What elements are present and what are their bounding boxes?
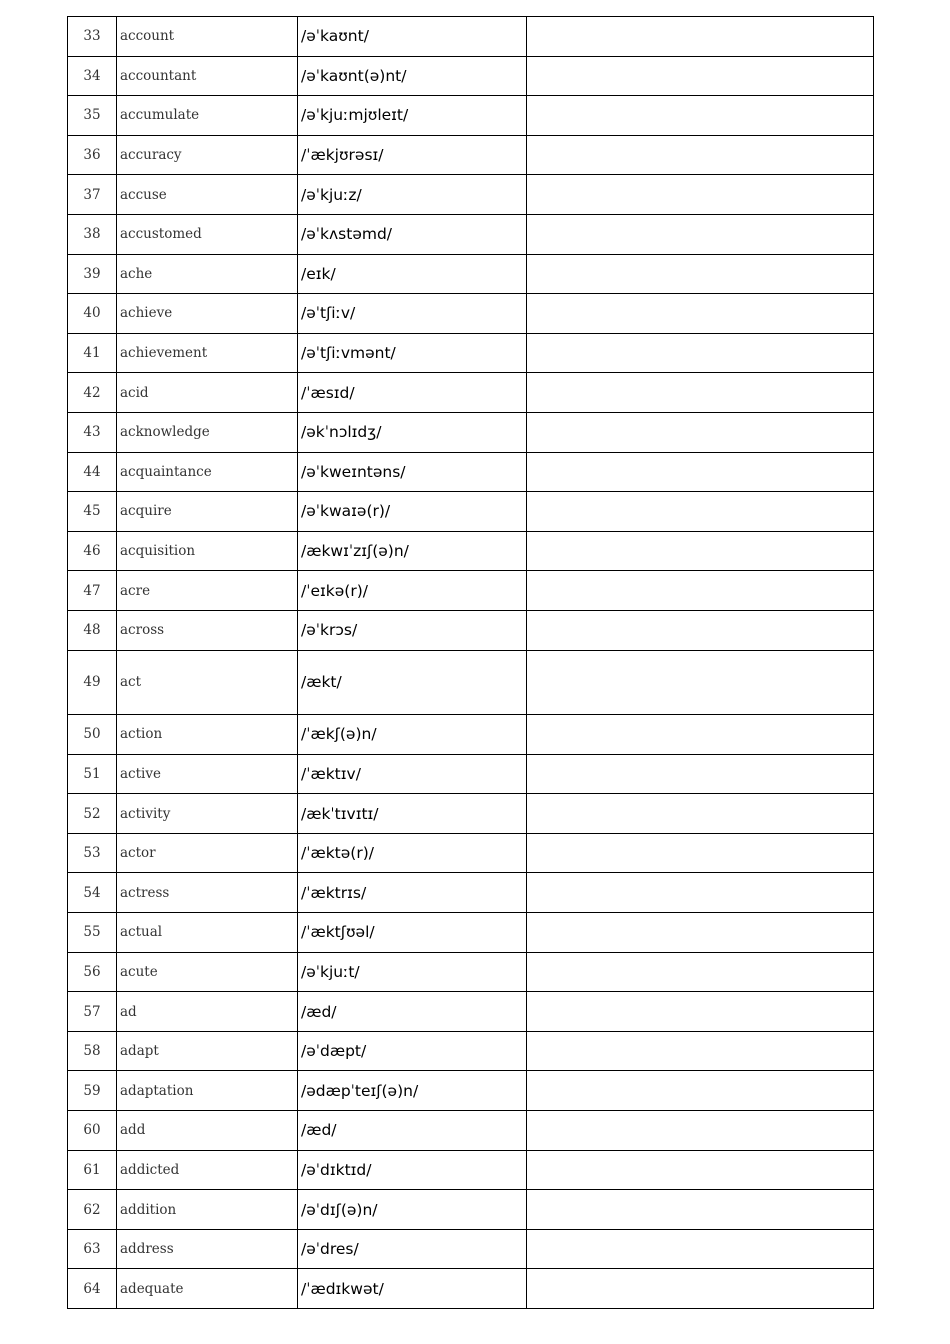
phonetic-cell: /əˈkwaɪə(r)/ <box>298 492 527 532</box>
table-row <box>68 794 874 834</box>
note-cell <box>527 254 874 294</box>
phonetic-cell: /əˈkjuːz/ <box>298 175 527 215</box>
row-number-cell: 37 <box>68 175 117 215</box>
word-cell: actor <box>117 833 298 873</box>
phonetic-cell: /əˈtʃiːvmənt/ <box>298 333 527 373</box>
word-cell: activity <box>117 794 298 834</box>
phonetic-cell: /ækt/ <box>298 650 527 715</box>
table-row <box>68 1229 874 1269</box>
note-cell <box>527 175 874 215</box>
note-cell <box>527 715 874 755</box>
word-cell: actual <box>117 913 298 953</box>
word-cell: acquire <box>117 492 298 532</box>
row-number-cell: 50 <box>68 715 117 755</box>
row-number-cell: 34 <box>68 56 117 96</box>
phonetic-cell: /eɪk/ <box>298 254 527 294</box>
table-row <box>68 1031 874 1071</box>
row-number-cell: 39 <box>68 254 117 294</box>
row-number-cell: 47 <box>68 571 117 611</box>
word-cell: active <box>117 754 298 794</box>
table-row <box>68 952 874 992</box>
row-number-cell: 64 <box>68 1269 117 1309</box>
row-number-cell: 60 <box>68 1111 117 1151</box>
phonetic-cell: /əˈtʃiːv/ <box>298 294 527 334</box>
row-number-cell: 56 <box>68 952 117 992</box>
note-cell <box>527 650 874 715</box>
row-number-cell: 54 <box>68 873 117 913</box>
note-cell <box>527 794 874 834</box>
phonetic-cell: /əkˈnɔlɪdʒ/ <box>298 412 527 452</box>
phonetic-cell: /əˈdres/ <box>298 1229 527 1269</box>
note-cell <box>527 56 874 96</box>
note-cell <box>527 754 874 794</box>
table-row <box>68 1071 874 1111</box>
word-cell: acquaintance <box>117 452 298 492</box>
note-cell <box>527 1150 874 1190</box>
note-cell <box>527 452 874 492</box>
table-row <box>68 1190 874 1230</box>
word-cell: addicted <box>117 1150 298 1190</box>
row-number-cell: 43 <box>68 412 117 452</box>
table-row <box>68 1269 874 1309</box>
row-number-cell: 59 <box>68 1071 117 1111</box>
note-cell <box>527 333 874 373</box>
table-row <box>68 571 874 611</box>
table-row <box>68 452 874 492</box>
table-row <box>68 56 874 96</box>
row-number-cell: 44 <box>68 452 117 492</box>
phonetic-cell: /əˈdæpt/ <box>298 1031 527 1071</box>
row-number-cell: 36 <box>68 135 117 175</box>
phonetic-cell: /əˈkweɪntəns/ <box>298 452 527 492</box>
word-cell: acid <box>117 373 298 413</box>
table-row <box>68 294 874 334</box>
table-row <box>68 175 874 215</box>
row-number-cell: 46 <box>68 531 117 571</box>
phonetic-cell: /ˈæktrɪs/ <box>298 873 527 913</box>
table-row <box>68 373 874 413</box>
word-cell: accountant <box>117 56 298 96</box>
word-cell: acquisition <box>117 531 298 571</box>
word-cell: across <box>117 610 298 650</box>
note-cell <box>527 913 874 953</box>
note-cell <box>527 1071 874 1111</box>
word-cell: add <box>117 1111 298 1151</box>
row-number-cell: 61 <box>68 1150 117 1190</box>
table-row <box>68 412 874 452</box>
phonetic-cell: /ˈækʃ(ə)n/ <box>298 715 527 755</box>
note-cell <box>527 17 874 57</box>
row-number-cell: 35 <box>68 96 117 136</box>
table-row <box>68 531 874 571</box>
table-row <box>68 17 874 57</box>
row-number-cell: 40 <box>68 294 117 334</box>
word-cell: accumulate <box>117 96 298 136</box>
vocabulary-table <box>67 16 874 1309</box>
table-row <box>68 1111 874 1151</box>
word-cell: accuracy <box>117 135 298 175</box>
row-number-cell: 58 <box>68 1031 117 1071</box>
note-cell <box>527 412 874 452</box>
note-cell <box>527 1269 874 1309</box>
note-cell <box>527 873 874 913</box>
table-row <box>68 492 874 532</box>
row-number-cell: 48 <box>68 610 117 650</box>
row-number-cell: 62 <box>68 1190 117 1230</box>
note-cell <box>527 96 874 136</box>
table-row <box>68 992 874 1032</box>
table-row <box>68 610 874 650</box>
phonetic-cell: /ˈæktə(r)/ <box>298 833 527 873</box>
word-cell: adequate <box>117 1269 298 1309</box>
row-number-cell: 55 <box>68 913 117 953</box>
word-cell: achievement <box>117 333 298 373</box>
note-cell <box>527 294 874 334</box>
word-cell: action <box>117 715 298 755</box>
note-cell <box>527 1111 874 1151</box>
table-row <box>68 333 874 373</box>
note-cell <box>527 135 874 175</box>
table-row <box>68 715 874 755</box>
word-cell: acknowledge <box>117 412 298 452</box>
phonetic-cell: /ækwɪˈzɪʃ(ə)n/ <box>298 531 527 571</box>
row-number-cell: 51 <box>68 754 117 794</box>
phonetic-cell: /ækˈtɪvɪtɪ/ <box>298 794 527 834</box>
table-row <box>68 135 874 175</box>
phonetic-cell: /ˈæsɪd/ <box>298 373 527 413</box>
word-cell: ad <box>117 992 298 1032</box>
word-cell: actress <box>117 873 298 913</box>
note-cell <box>527 992 874 1032</box>
phonetic-cell: /əˈkaʊnt(ə)nt/ <box>298 56 527 96</box>
word-cell: address <box>117 1229 298 1269</box>
word-cell: account <box>117 17 298 57</box>
word-cell: act <box>117 650 298 715</box>
word-cell: addition <box>117 1190 298 1230</box>
row-number-cell: 53 <box>68 833 117 873</box>
word-cell: acre <box>117 571 298 611</box>
phonetic-cell: /ˈækjʊrəsɪ/ <box>298 135 527 175</box>
phonetic-cell: /əˈkrɔs/ <box>298 610 527 650</box>
table-row <box>68 873 874 913</box>
phonetic-cell: /ˈæktʃʊəl/ <box>298 913 527 953</box>
phonetic-cell: /əˈkʌstəmd/ <box>298 214 527 254</box>
phonetic-cell: /əˈdɪʃ(ə)n/ <box>298 1190 527 1230</box>
table-row <box>68 1150 874 1190</box>
phonetic-cell: /ˈeɪkə(r)/ <box>298 571 527 611</box>
phonetic-cell: /ədæpˈteɪʃ(ə)n/ <box>298 1071 527 1111</box>
table-row <box>68 254 874 294</box>
vocabulary-table-body <box>68 17 874 1309</box>
row-number-cell: 52 <box>68 794 117 834</box>
table-row <box>68 754 874 794</box>
phonetic-cell: /əˈdɪktɪd/ <box>298 1150 527 1190</box>
word-cell: acute <box>117 952 298 992</box>
row-number-cell: 45 <box>68 492 117 532</box>
note-cell <box>527 952 874 992</box>
word-cell: achieve <box>117 294 298 334</box>
row-number-cell: 63 <box>68 1229 117 1269</box>
phonetic-cell: /əˈkaʊnt/ <box>298 17 527 57</box>
word-cell: adaptation <box>117 1071 298 1111</box>
phonetic-cell: /əˈkjuːt/ <box>298 952 527 992</box>
phonetic-cell: /æd/ <box>298 1111 527 1151</box>
row-number-cell: 57 <box>68 992 117 1032</box>
word-cell: accustomed <box>117 214 298 254</box>
note-cell <box>527 531 874 571</box>
note-cell <box>527 492 874 532</box>
table-row <box>68 214 874 254</box>
note-cell <box>527 571 874 611</box>
note-cell <box>527 1031 874 1071</box>
note-cell <box>527 1190 874 1230</box>
row-number-cell: 42 <box>68 373 117 413</box>
table-row <box>68 650 874 715</box>
word-cell: accuse <box>117 175 298 215</box>
note-cell <box>527 1229 874 1269</box>
table-row <box>68 913 874 953</box>
phonetic-cell: /ˈædɪkwət/ <box>298 1269 527 1309</box>
note-cell <box>527 610 874 650</box>
phonetic-cell: /æd/ <box>298 992 527 1032</box>
word-cell: adapt <box>117 1031 298 1071</box>
table-row <box>68 833 874 873</box>
note-cell <box>527 214 874 254</box>
table-row <box>68 96 874 136</box>
row-number-cell: 41 <box>68 333 117 373</box>
word-cell: ache <box>117 254 298 294</box>
note-cell <box>527 373 874 413</box>
row-number-cell: 38 <box>68 214 117 254</box>
phonetic-cell: /ˈæktɪv/ <box>298 754 527 794</box>
row-number-cell: 33 <box>68 17 117 57</box>
note-cell <box>527 833 874 873</box>
phonetic-cell: /əˈkjuːmjʊleɪt/ <box>298 96 527 136</box>
row-number-cell: 49 <box>68 650 117 715</box>
